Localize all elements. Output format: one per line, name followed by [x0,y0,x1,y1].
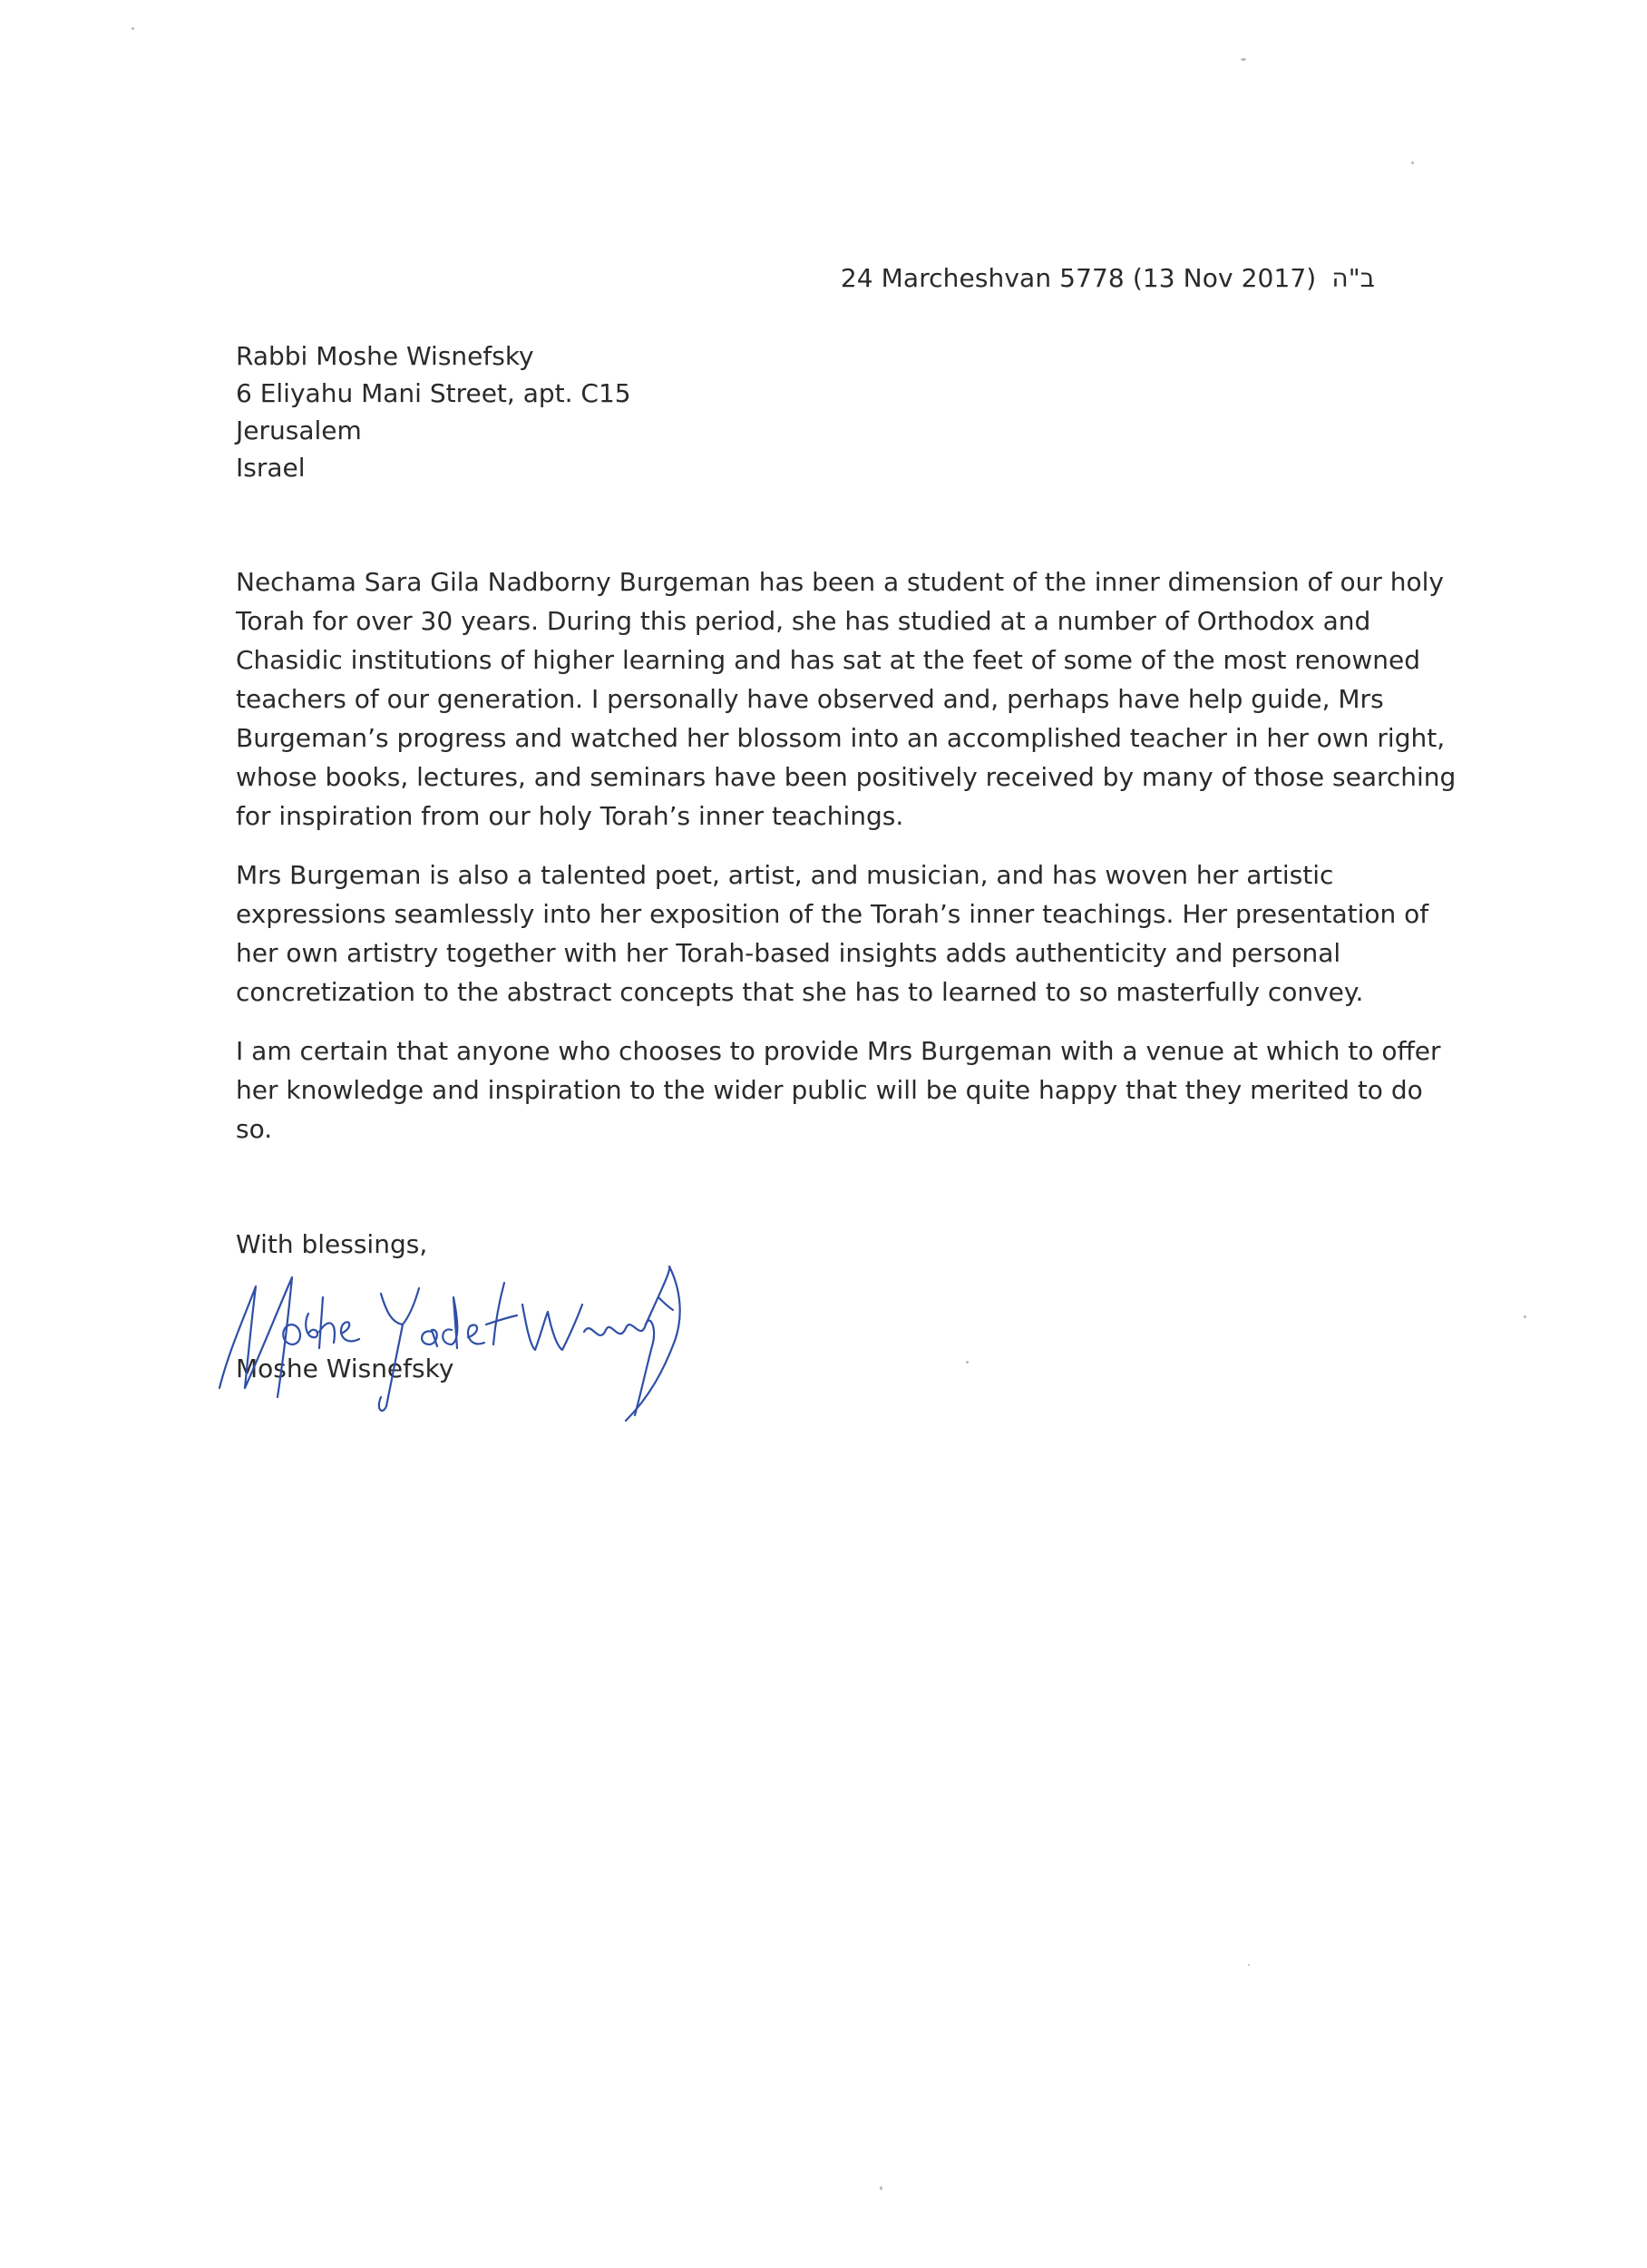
body-line: Torah for over 30 years. During this period, she has studied at a number of Orthodox and [236,606,1371,636]
date-text: 24 Marcheshvan 5778 (13 Nov 2017) [840,263,1317,293]
body-line: Chasidic institutions of higher learning and has sat at the feet of some of the most renowned [236,645,1421,675]
paragraph [236,562,1457,836]
address-line: Rabbi Moshe Wisnefsky [236,341,534,371]
sender-address [236,337,631,486]
hebrew-header: ב"ה [1331,263,1375,293]
letter-body [236,562,1457,1168]
scan-speck [880,2186,882,2190]
letter-date [841,263,1375,293]
address-line: Jerusalem [236,415,362,445]
paragraph [236,1031,1441,1149]
address-line: 6 Eliyahu Mani Street, apt. C15 [236,378,631,408]
body-line: I am certain that anyone who chooses to provide Mrs Burgeman with a venue at which to offer [236,1036,1441,1066]
closing: With blessings, [236,1229,428,1259]
body-line: Nechama Sara Gila Nadborny Burgeman has been a student of the inner dimension of our holy [236,567,1444,597]
scan-speck [1524,1315,1526,1318]
scan-speck [1248,1964,1250,1966]
scan-speck [132,27,134,30]
scan-speck [966,1361,969,1364]
scan-speck [1411,161,1414,164]
body-line: Mrs Burgeman is also a talented poet, artist, and musician, and has woven her artistic [236,860,1334,890]
scan-speck [1241,58,1246,61]
handwritten-signature [209,1261,698,1424]
body-line: whose books, lectures, and seminars have been positively received by many of those searching [236,762,1457,792]
paragraph [236,855,1429,1012]
body-line: her knowledge and inspiration to the wider public will be quite happy that they merited to do [236,1075,1423,1105]
body-line: her own artistry together with her Torah-based insights adds authenticity and personal [236,938,1341,968]
body-line: concretization to the abstract concepts that she has to learned to so masterfully convey. [236,977,1364,1007]
body-line: expressions seamlessly into her exposition of the Torah’s inner teachings. Her presentation of [236,899,1429,929]
body-line: teachers of our generation. I personally have observed and, perhaps have help guide, Mrs [236,684,1384,714]
body-line: so. [236,1114,273,1144]
address-line: Israel [236,453,306,483]
body-line: Burgeman’s progress and watched her blossom into an accomplished teacher in her own right, [236,723,1446,753]
signature-block [209,1261,698,1424]
body-line: for inspiration from our holy Torah’s inner teachings. [236,801,904,831]
signature-name: Moshe Wisnefsky [236,1354,454,1383]
